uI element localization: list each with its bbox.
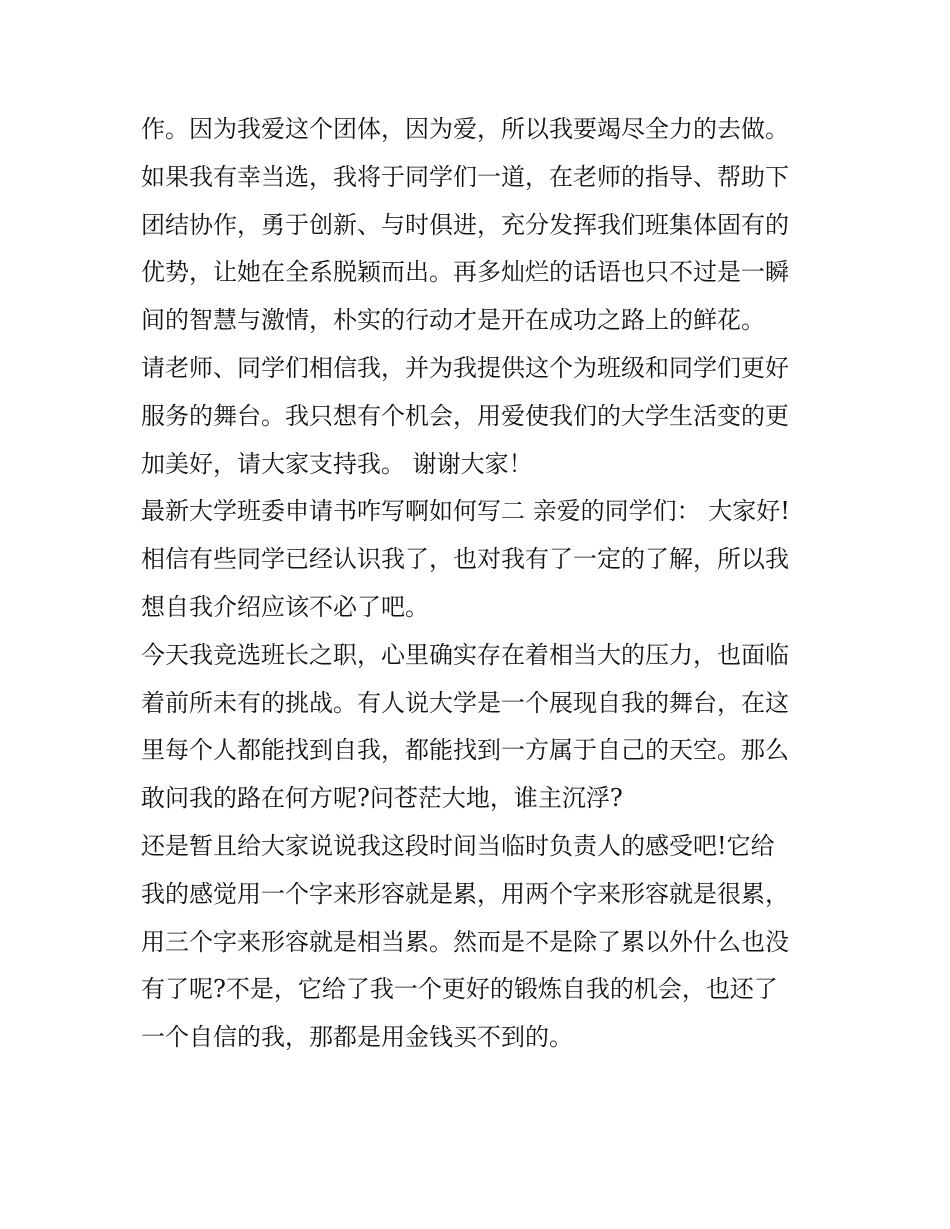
text-line bbox=[141, 108, 821, 156]
text-line bbox=[141, 825, 821, 873]
text-line bbox=[141, 347, 821, 395]
text-line bbox=[141, 490, 821, 538]
text-line bbox=[141, 777, 821, 825]
text-line-6: 请老师、同学们相信我，并为我提供这个为班级和同学们更好 bbox=[141, 353, 789, 382]
text-line bbox=[141, 443, 821, 491]
text-line bbox=[141, 968, 821, 1016]
text-line bbox=[141, 682, 821, 730]
text-line-1: 作。因为我爱这个团体，因为爱，所以我要竭尽全力的去做。 bbox=[141, 115, 789, 143]
text-line bbox=[141, 395, 821, 443]
text-line bbox=[141, 156, 821, 204]
text-line bbox=[141, 299, 821, 347]
text-line-4: 优势，让她在全系脱颖而出。再多灿烂的话语也只不过是一瞬 bbox=[141, 258, 789, 287]
text-line-17: 我的感觉用一个字来形容就是累，用两个字来形容就是很累， bbox=[141, 879, 789, 908]
text-line-12: 今天我竞选班长之职，心里确实存在着相当大的压力，也面临 bbox=[141, 640, 789, 669]
text-line bbox=[141, 634, 821, 682]
text-line-20: 一个自信的我，那都是用金钱买不到的。 bbox=[141, 1023, 573, 1052]
text-line-8: 加美好，请大家支持我。 谢谢大家！ bbox=[141, 449, 533, 478]
text-line-3: 团结协作，勇于创新、与时俱进，充分发挥我们班集体固有的 bbox=[141, 210, 789, 239]
text-line bbox=[141, 921, 821, 969]
text-line-16: 还是暂且给大家说说我这段时间当临时负责人的感受吧!它给 bbox=[141, 831, 775, 860]
text-line bbox=[141, 586, 821, 634]
text-line bbox=[141, 538, 821, 586]
text-line-11: 想自我介绍应该不必了吧。 bbox=[141, 592, 429, 621]
text-line-5: 间的智慧与激情，朴实的行动才是开在成功之路上的鲜花。 bbox=[141, 306, 765, 335]
text-line-9: 最新大学班委申请书咋写啊如何写二 亲爱的同学们： 大家好! bbox=[141, 497, 790, 526]
text-line-19: 有了呢?不是，它给了我一个更好的锻炼自我的机会，也还了 bbox=[141, 975, 778, 1004]
text-line-10: 相信有些同学已经认识我了，也对我有了一定的了解，所以我 bbox=[141, 545, 789, 574]
text-line bbox=[141, 204, 821, 252]
text-line bbox=[141, 729, 821, 777]
text-line-2: 如果我有幸当选，我将于同学们一道，在老师的指导、帮助下 bbox=[141, 162, 789, 191]
text-line-18: 用三个字来形容就是相当累。然而是不是除了累以外什么也没 bbox=[141, 927, 789, 956]
text-line-13: 着前所未有的挑战。有人说大学是一个展现自我的舞台，在这 bbox=[141, 688, 789, 717]
text-line-14: 里每个人都能找到自我，都能找到一方属于自己的天空。那么 bbox=[141, 736, 789, 765]
text-line bbox=[141, 873, 821, 921]
text-line-7: 服务的舞台。我只想有个机会，用爱使我们的大学生活变的更 bbox=[141, 401, 789, 430]
document-body bbox=[141, 108, 821, 1064]
text-line bbox=[141, 1016, 821, 1064]
text-line-15: 敢问我的路在何方呢?问苍茫大地，谁主沉浮? bbox=[141, 784, 623, 813]
text-line bbox=[141, 251, 821, 299]
